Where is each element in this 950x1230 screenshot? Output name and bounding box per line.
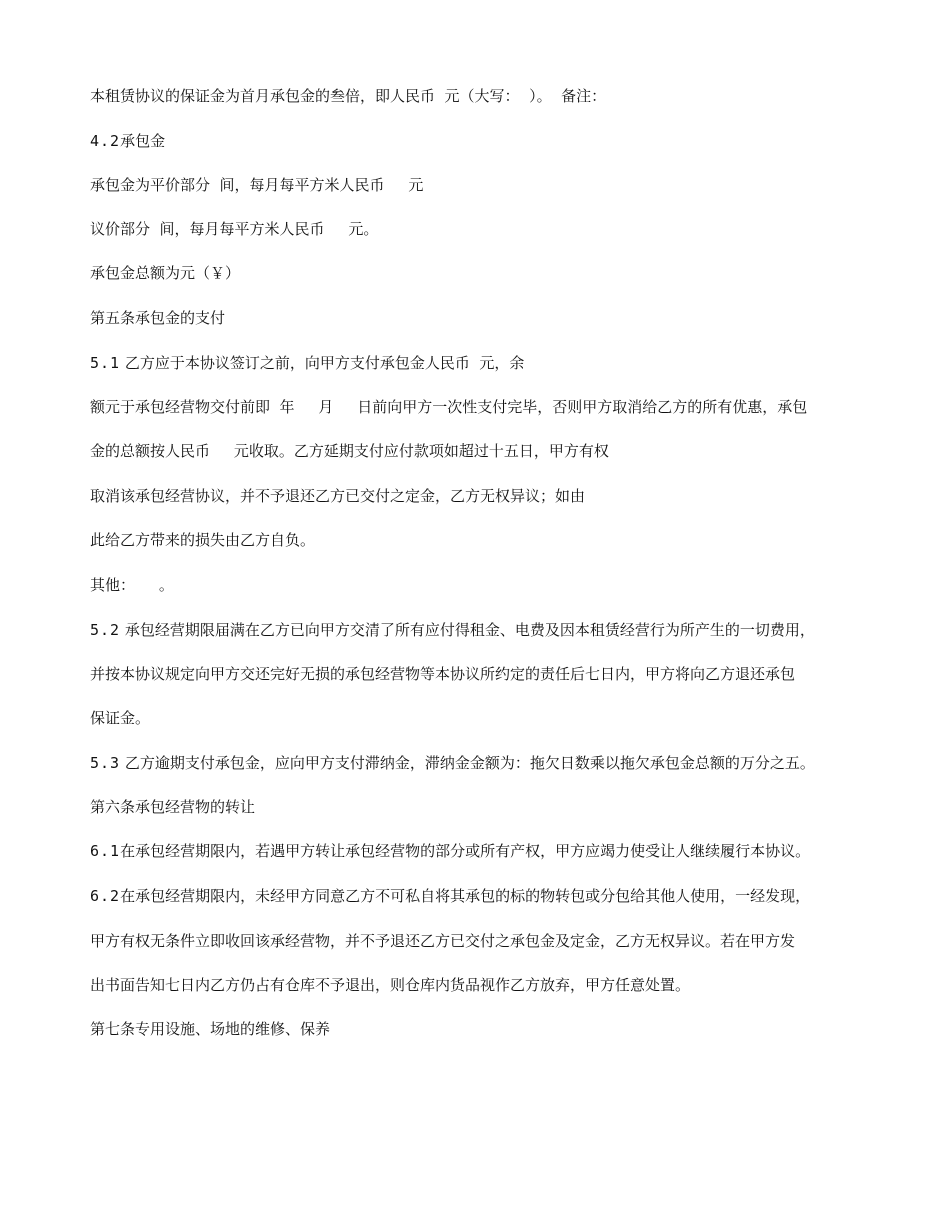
section-heading-4-2: 4.2承包金 [90,132,166,150]
clause-number: 5.1 [90,354,121,372]
text-line: 额元于承包经营物交付前即 年 月 日前向甲方一次性支付完毕，否则甲方取消给乙方的所有优惠，承包 [90,398,808,416]
text-line: 金的总额按人民币 元收取。乙方延期支付应付款项如超过十五日，甲方有权 [90,442,609,460]
clause-6-1: 6.1在承包经营期限内，若遇甲方转让承包经营物的部分或所有产权，甲方应竭力使受让人继续履行本协议。 [90,842,811,860]
text-line: 甲方有权无条件立即收回该承经营物，并不予退还乙方已交付之承包金及定金，乙方无权异议。若在甲方发 [90,932,796,950]
text-line: 承包金总额为元（￥） [90,264,241,282]
clause-number: 6.1 [90,842,121,860]
article-heading-6: 第六条承包经营物的转让 [90,798,256,816]
text-line: 本租赁协议的保证金为首月承包金的叁倍，即人民币 元（大写： ）。 备注： [90,87,607,105]
text-line: 出书面告知七日内乙方仍占有仓库不予退出，则仓库内货品视作乙方放弃，甲方任意处置。 [90,976,691,994]
clause-number: 6.2 [90,887,121,905]
text-line: 议价部分 间，每月每平方米人民币 元。 [90,220,379,238]
text-line: 保证金。 [90,709,151,727]
clause-5-1: 5.1 乙方应于本协议签订之前，向甲方支付承包金人民币 元，余 [90,354,525,372]
clause-number: 4.2 [90,132,121,150]
article-heading-5: 第五条承包金的支付 [90,309,226,327]
clause-number: 5.3 [90,754,121,772]
article-heading-7: 第七条专用设施、场地的维修、保养 [90,1020,331,1038]
text-line: 取消该承包经营协议，并不予退还乙方已交付之定金，乙方无权异议；如由 [90,487,586,505]
text-line: 其他： 。 [90,576,174,594]
clause-5-2: 5.2 承包经营期限届满在乙方已向甲方交清了所有应付得租金、电费及因本租赁经营行为所产生的一切费用， [90,621,815,639]
clause-5-3: 5.3 乙方逾期支付承包金，应向甲方支付滞纳金，滞纳金金额为：拖欠日数乘以拖欠承包金总额的万分之五。 [90,754,815,772]
text-line: 并按本协议规定向甲方交还完好无损的承包经营物等本协议所约定的责任后七日内，甲方将向乙方退还承包 [90,665,796,683]
text-line: 承包金为平价部分 间，每月每平方米人民币 元 [90,176,424,194]
clause-6-2: 6.2在承包经营期限内，未经甲方同意乙方不可私自将其承包的标的物转包或分包给其他人使用，一经发现， [90,887,811,905]
clause-number: 5.2 [90,621,121,639]
text-line: 此给乙方带来的损失由乙方自负。 [90,531,316,549]
